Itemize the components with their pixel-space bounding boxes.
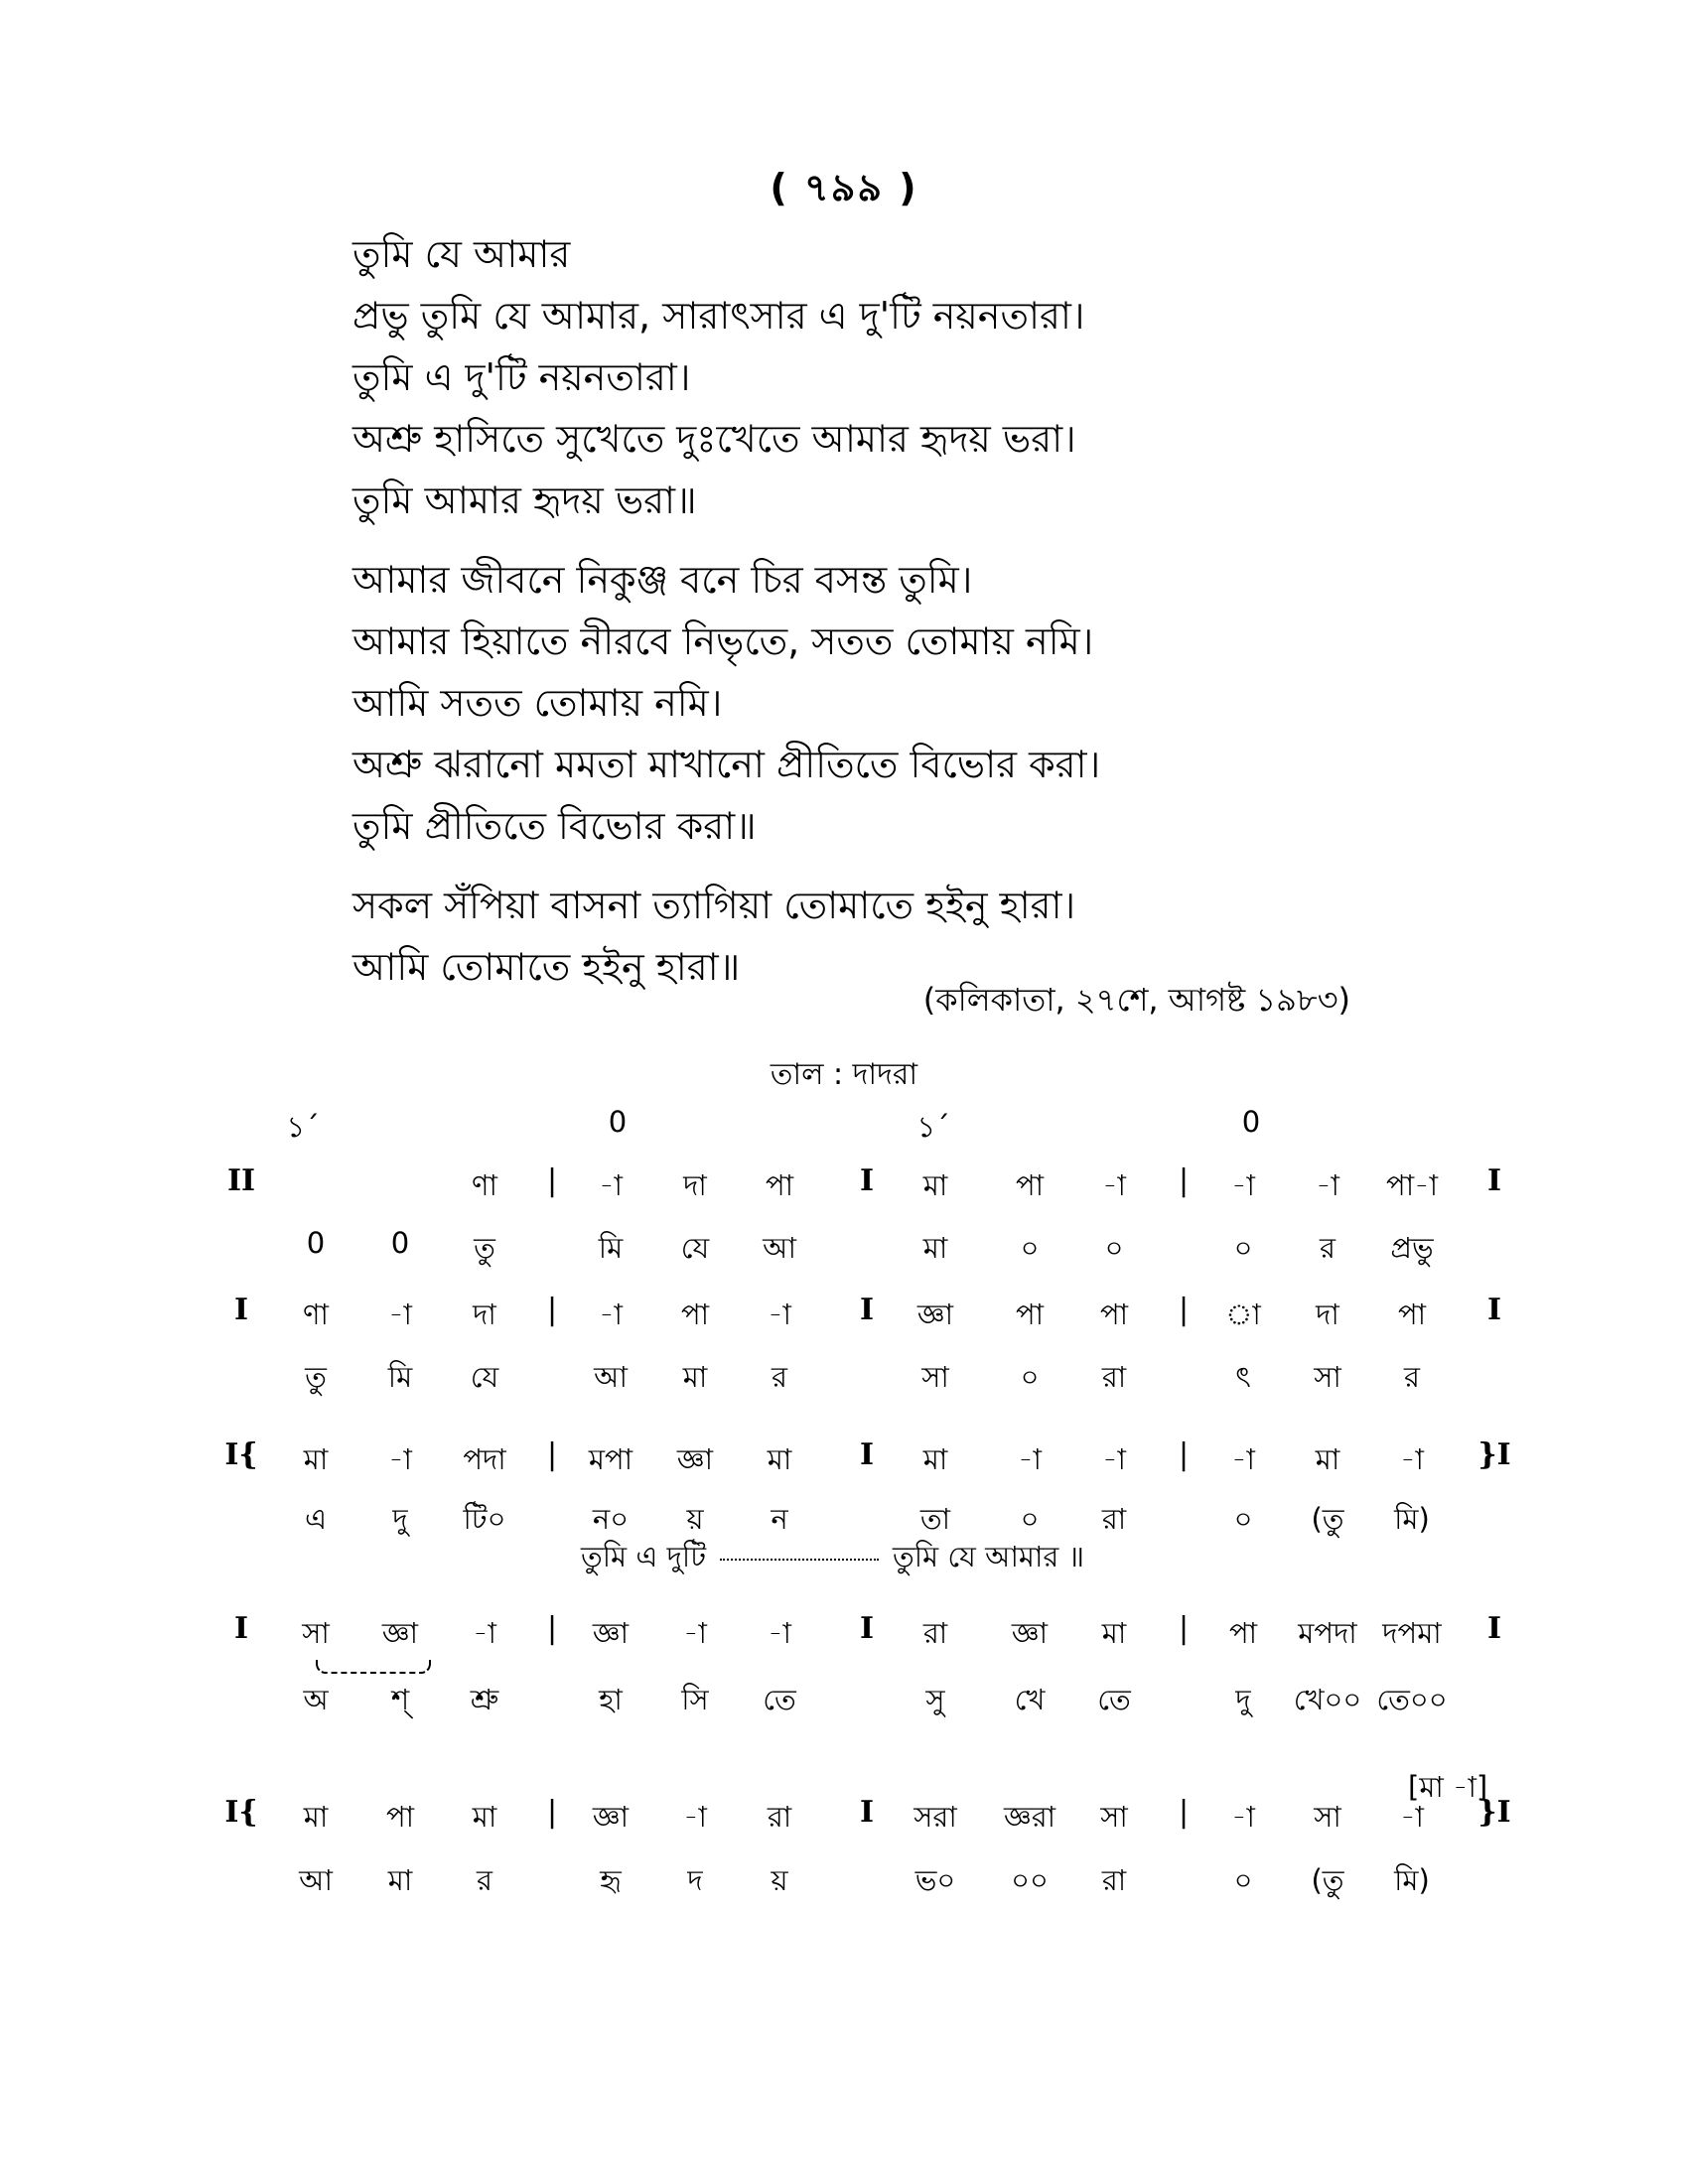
lyric-syllable: ০ bbox=[1020, 1502, 1040, 1536]
swara-note: পা bbox=[1397, 1297, 1427, 1331]
swara-note: দা bbox=[683, 1168, 707, 1202]
swara-note: দা bbox=[1316, 1297, 1339, 1331]
lyric-syllable: শ্রু bbox=[470, 1683, 499, 1716]
lyric-line: সকল সঁপিয়া বাসনা ত্যাগিয়া তোমাতে হইনু হারা। bbox=[352, 884, 1076, 927]
swara-note: -া bbox=[768, 1616, 791, 1650]
beat-divider: | bbox=[546, 1163, 558, 1198]
swara-note: -া bbox=[1400, 1800, 1424, 1834]
swara-note: -া bbox=[599, 1297, 623, 1331]
lyric-syllable: যে bbox=[470, 1360, 499, 1394]
lyric-syllable: অ bbox=[303, 1683, 329, 1716]
row-start-bar: I{ bbox=[224, 1795, 258, 1830]
beat-divider: | bbox=[546, 1293, 558, 1327]
lyric-syllable: আ bbox=[594, 1360, 628, 1394]
tala-marker: ১´ bbox=[286, 1110, 320, 1144]
beat-divider: | bbox=[546, 1611, 558, 1646]
tala-marker: ১´ bbox=[916, 1110, 950, 1144]
row-start-bar: I bbox=[233, 1611, 249, 1646]
row-start-bar: II bbox=[226, 1163, 256, 1198]
swara-note: পা bbox=[1228, 1616, 1258, 1650]
beat-divider: I bbox=[859, 1795, 875, 1830]
swara-note: সা bbox=[1100, 1800, 1128, 1834]
lyric-syllable: টি০ bbox=[463, 1502, 506, 1536]
lyric-syllable: দু bbox=[392, 1502, 408, 1536]
beat-divider: | bbox=[1178, 1795, 1190, 1830]
beat-divider: I bbox=[859, 1293, 875, 1327]
lyric-syllable: ০ bbox=[1233, 1231, 1253, 1265]
lyric-syllable: ০ bbox=[1020, 1231, 1040, 1265]
swara-note: পদা bbox=[463, 1442, 506, 1476]
lyric-syllable: র bbox=[1320, 1231, 1336, 1265]
lyric-line: প্রভু তুমি যে আমার, সারাৎসার এ দু'টি নয়নতারা। bbox=[352, 294, 1085, 338]
lyric-syllable: র bbox=[1404, 1360, 1420, 1394]
swara-note: -া bbox=[1231, 1800, 1255, 1834]
lyric-syllable: র bbox=[772, 1360, 787, 1394]
refrain-left: তুমি এ দুটি bbox=[581, 1540, 706, 1573]
lyric-syllable: য় bbox=[771, 1863, 788, 1897]
swara-note: -া bbox=[1400, 1442, 1424, 1476]
swara-note: ণা bbox=[303, 1297, 329, 1331]
swara-note: জ্ঞরা bbox=[1003, 1800, 1056, 1834]
lyric-syllable: হৃ bbox=[600, 1863, 622, 1897]
beat-divider: | bbox=[546, 1437, 558, 1472]
swara-note: -া bbox=[1231, 1168, 1255, 1202]
beat-divider: | bbox=[1178, 1293, 1190, 1327]
swara-note: সরা bbox=[914, 1800, 957, 1834]
swara-note: -া bbox=[1102, 1442, 1126, 1476]
swara-note: পা bbox=[385, 1800, 415, 1834]
swara-note: া bbox=[1225, 1297, 1261, 1331]
lyric-syllable: রা bbox=[1101, 1360, 1127, 1394]
lyric-syllable: তে bbox=[763, 1683, 796, 1716]
swara-note: -া bbox=[683, 1800, 707, 1834]
lyric-syllable: য় bbox=[686, 1502, 704, 1536]
alt-notes-bracket: [মা -া] bbox=[1408, 1770, 1488, 1804]
lyric-syllable: মা bbox=[682, 1360, 708, 1394]
beat-divider: I bbox=[859, 1437, 875, 1472]
beat-divider: | bbox=[1178, 1611, 1190, 1646]
swara-note: -া bbox=[1231, 1442, 1255, 1476]
swara-note: -া bbox=[388, 1297, 412, 1331]
swara-note: মা bbox=[922, 1442, 948, 1476]
lyric-syllable: ৎ bbox=[1235, 1360, 1251, 1394]
lyric-syllable: রা bbox=[1101, 1502, 1127, 1536]
swara-note: মা bbox=[472, 1800, 497, 1834]
lyric-syllable: মা bbox=[387, 1863, 413, 1897]
lyric-syllable: ন bbox=[771, 1502, 788, 1536]
lyric-syllable: রা bbox=[1101, 1863, 1127, 1897]
row-end-bar: I bbox=[1486, 1293, 1502, 1327]
beat-divider: | bbox=[546, 1795, 558, 1830]
lyric-line: তুমি প্রীতিতে বিভোর করা॥ bbox=[352, 804, 757, 848]
lyric-syllable: তা bbox=[919, 1502, 951, 1536]
lyric-line: আমার হিয়াতে নীরবে নিভৃতে, সতত তোমায় নমি। bbox=[352, 619, 1094, 663]
lyric-syllable: ভ০ bbox=[914, 1863, 956, 1897]
row-start-bar: I{ bbox=[224, 1437, 258, 1472]
lyric-syllable: (তু bbox=[1311, 1502, 1344, 1536]
lyric-syllable: তু bbox=[474, 1231, 495, 1265]
lyric-syllable: শ্ bbox=[390, 1683, 410, 1716]
swara-note: সা bbox=[1314, 1800, 1341, 1834]
swara-note: রা bbox=[922, 1616, 948, 1650]
lyric-syllable: এ bbox=[304, 1502, 328, 1536]
lyric-syllable: সু bbox=[925, 1683, 945, 1716]
swara-note: দপমা bbox=[1382, 1616, 1442, 1650]
refrain-dots bbox=[720, 1559, 879, 1561]
swara-note: -া bbox=[473, 1616, 496, 1650]
page-number: ( ৭৯৯ ) bbox=[770, 166, 918, 209]
swara-note: -া bbox=[1316, 1168, 1339, 1202]
lyric-syllable: তে০০ bbox=[1376, 1683, 1448, 1716]
swara-note: -া bbox=[1102, 1168, 1126, 1202]
lyric-syllable: মা bbox=[922, 1231, 948, 1265]
lyric-syllable: 0 bbox=[306, 1226, 326, 1260]
swara-note: জ্ঞা bbox=[676, 1442, 714, 1476]
lyric-syllable: র bbox=[477, 1863, 492, 1897]
lyric-syllable: সা bbox=[1314, 1360, 1341, 1394]
lyric-line: অশ্রু হাসিতে সুখেতে দুঃখেতে আমার হৃদয় ভরা। bbox=[352, 417, 1076, 461]
swara-note: -া bbox=[388, 1442, 412, 1476]
swara-note: দা bbox=[473, 1297, 496, 1331]
lyric-line: আমি সতত তোমায় নমি। bbox=[352, 681, 723, 725]
swara-note: ণা bbox=[472, 1168, 497, 1202]
swara-note: পা bbox=[680, 1297, 710, 1331]
swara-note: পা bbox=[1015, 1297, 1045, 1331]
swara-note: মা bbox=[1101, 1616, 1127, 1650]
beat-divider: I bbox=[859, 1611, 875, 1646]
swara-note: সা bbox=[302, 1616, 330, 1650]
lyric-syllable: 0 bbox=[390, 1226, 410, 1260]
swara-note: পা bbox=[1099, 1297, 1129, 1331]
lyric-syllable: তে bbox=[1097, 1683, 1131, 1716]
lyric-syllable: মি bbox=[598, 1231, 624, 1265]
lyric-syllable: দু bbox=[1235, 1683, 1251, 1716]
swara-note: জ্ঞা bbox=[592, 1800, 630, 1834]
swara-note: মা bbox=[922, 1168, 948, 1202]
swara-note: পা-া bbox=[1386, 1168, 1438, 1202]
row-start-bar: I bbox=[233, 1293, 249, 1327]
lyric-line: তুমি আমার হৃদয় ভরা॥ bbox=[352, 478, 697, 522]
beat-divider: I bbox=[859, 1163, 875, 1198]
tala-heading: তাল : দাদরা bbox=[770, 1057, 918, 1092]
lyric-syllable: (তু bbox=[1311, 1863, 1344, 1897]
swara-note: মা bbox=[1315, 1442, 1340, 1476]
row-end-bar: }I bbox=[1477, 1437, 1511, 1472]
swara-note: পা bbox=[765, 1168, 794, 1202]
lyric-syllable: হা bbox=[599, 1683, 623, 1716]
lyric-syllable: ন০ bbox=[592, 1502, 630, 1536]
refrain-right: তুমি যে আমার ॥ bbox=[893, 1540, 1084, 1573]
swara-note: -া bbox=[599, 1168, 623, 1202]
lyric-syllable: আ bbox=[299, 1863, 333, 1897]
lyric-line: তুমি যে আমার bbox=[352, 232, 571, 276]
lyric-syllable: প্রভু bbox=[1390, 1231, 1434, 1265]
beat-divider: | bbox=[1178, 1437, 1190, 1472]
swara-note: জ্ঞা bbox=[381, 1616, 419, 1650]
lyric-syllable: ০ bbox=[1233, 1863, 1253, 1897]
place-date: (কলিকাতা, ২৭শে, আগষ্ট ১৯৮৩) bbox=[922, 981, 1350, 1019]
swara-note: পা bbox=[1015, 1168, 1045, 1202]
meend-slur bbox=[316, 1660, 431, 1674]
lyric-syllable: ০ bbox=[1020, 1360, 1040, 1394]
lyric-line: আমি তোমাতে হইনু হারা॥ bbox=[352, 945, 741, 989]
swara-note: জ্ঞা bbox=[916, 1297, 954, 1331]
tala-marker: 0 bbox=[608, 1105, 628, 1139]
lyric-syllable: সি bbox=[681, 1683, 709, 1716]
swara-note: মা bbox=[303, 1800, 329, 1834]
refrain-line bbox=[581, 1535, 1084, 1583]
swara-note: -া bbox=[1018, 1442, 1042, 1476]
lyric-line: আমার জীবনে নিকুঞ্জ বনে চির বসন্ত তুমি। bbox=[352, 558, 973, 602]
lyric-syllable: সা bbox=[921, 1360, 949, 1394]
lyric-syllable: তু bbox=[305, 1360, 327, 1394]
swara-note: -া bbox=[768, 1297, 791, 1331]
swara-note: মা bbox=[767, 1442, 792, 1476]
swara-note: জ্ঞা bbox=[1011, 1616, 1049, 1650]
row-end-bar: I bbox=[1486, 1163, 1502, 1198]
lyric-syllable: মি bbox=[387, 1360, 413, 1394]
lyric-syllable: ০ bbox=[1104, 1231, 1124, 1265]
swara-note: -া bbox=[683, 1616, 707, 1650]
lyric-syllable: খে০০ bbox=[1293, 1683, 1362, 1716]
lyric-syllable: ০ bbox=[1233, 1502, 1253, 1536]
row-end-bar: I bbox=[1486, 1611, 1502, 1646]
lyric-line: অশ্রু ঝরানো মমতা মাখানো প্রীতিতে বিভোর করা। bbox=[352, 743, 1101, 786]
tala-marker: 0 bbox=[1241, 1105, 1261, 1139]
lyric-syllable: মি) bbox=[1394, 1863, 1430, 1897]
lyric-syllable: দ bbox=[687, 1863, 703, 1897]
swara-note: মা bbox=[303, 1442, 329, 1476]
lyric-line: তুমি এ দু'টি নয়নতারা। bbox=[352, 355, 691, 399]
beat-divider: | bbox=[1178, 1163, 1190, 1198]
swara-note: মপদা bbox=[1298, 1616, 1357, 1650]
lyric-syllable: যে bbox=[680, 1231, 710, 1265]
row-end-bar: }I bbox=[1477, 1795, 1511, 1830]
swara-note: মপা bbox=[588, 1442, 633, 1476]
lyric-syllable: খে bbox=[1014, 1683, 1046, 1716]
swara-note: জ্ঞা bbox=[592, 1616, 630, 1650]
lyric-syllable: আ bbox=[763, 1231, 796, 1265]
swara-note: রা bbox=[767, 1800, 792, 1834]
lyric-syllable: ০০ bbox=[1011, 1863, 1049, 1897]
lyric-syllable: মি) bbox=[1394, 1502, 1430, 1536]
